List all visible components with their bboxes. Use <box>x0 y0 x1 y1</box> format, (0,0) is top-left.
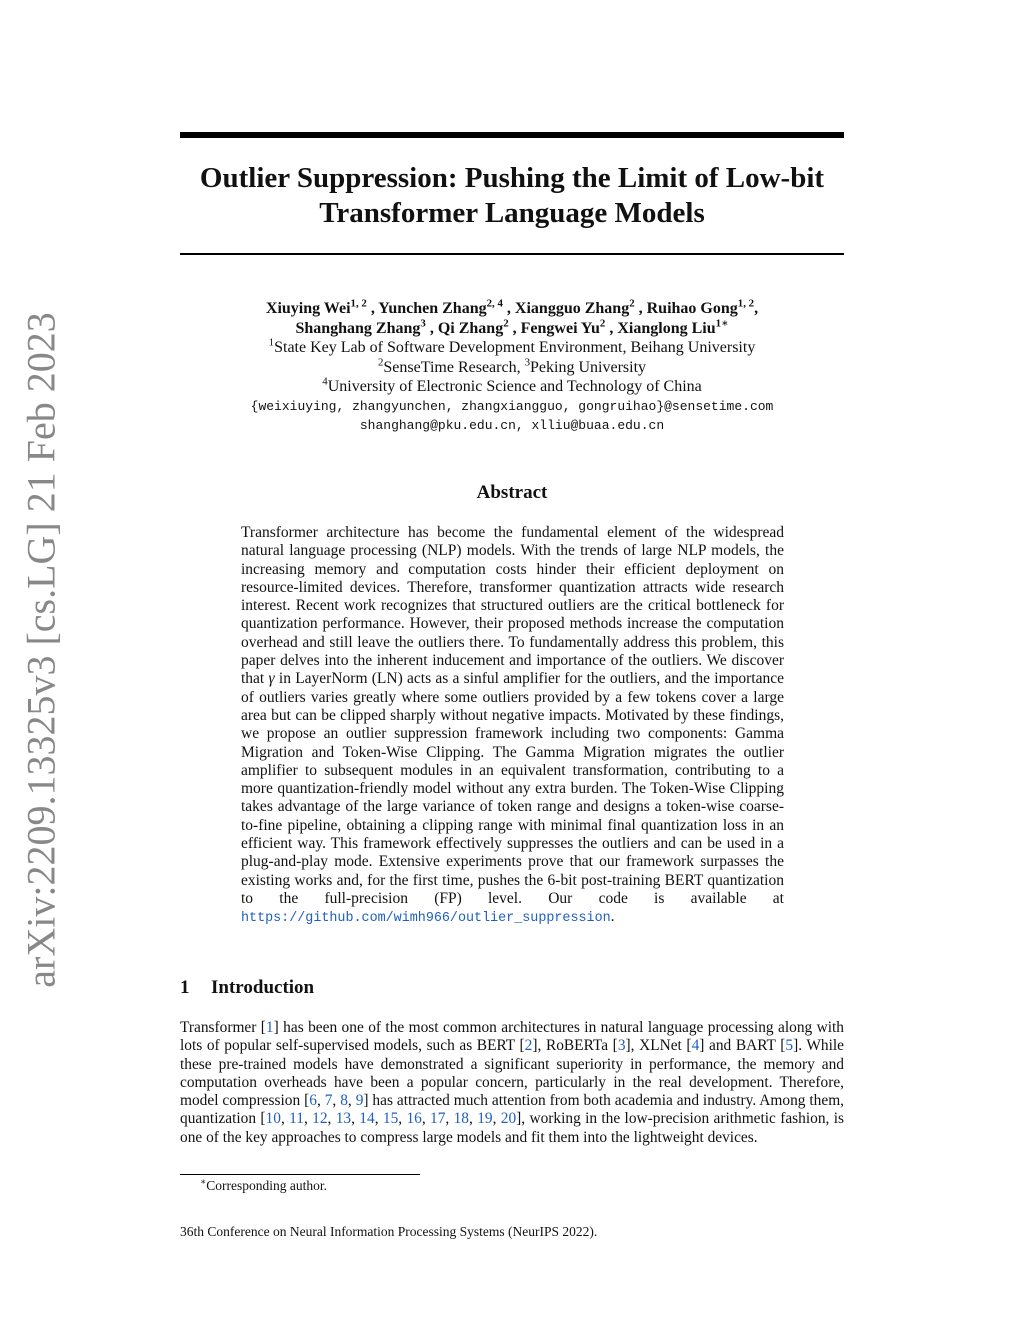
intro-text: ] has attracted much attention from both academia and industry. Among them, quantization [ <box>180 1092 845 1128</box>
author-name: Shanghang Zhang <box>295 319 421 337</box>
affil-text: Peking University <box>530 358 647 376</box>
citation-link[interactable]: 3 <box>617 1037 626 1055</box>
author-name: Xiangguo Zhang <box>514 300 630 317</box>
intro-text: ], RoBERTa [ <box>532 1037 618 1055</box>
intro-text: ], working in the low-precision arithmetic fashion, is one of the key approaches to compress large models and fit them into the lightweight devices. <box>180 1110 844 1146</box>
abstract-text: in LayerNorm (LN) acts as a sinful amplifier for the outliers, and the importance of outliers varies greatly where some outliers provided by a few tokens cover a large area but can be clipped sharply without negative impacts. Motivated by these findings, we propose an outlier suppression framework including two components: Gamma Migration and Token-Wise Clipping. The Gamma Migration migrates the outlier amplifier to subsequent modules in an equivalent transformation, contributing to a more quantization-friendly model without any extra burden. The Token-Wise Clipping takes advantage of the large variance of token range and designs a token-wise coarse-to-fine pipeline, obtaining a clipping range with minimal final quantization loss in an efficient way. This framework effectively suppresses the outliers and can be used in a plug-and-play mode. Extensive experiments prove that our framework surpasses the existing works and, for the first time, pushes the 6-bit post-training BERT quantization to the full-precision (FP) level. Our code is available at <box>241 670 784 907</box>
citation-link[interactable]: 8 <box>340 1092 348 1110</box>
email-line-2: shanghang@pku.edu.cn, xlliu@buaa.edu.cn <box>359 417 665 433</box>
footnote-rule <box>180 1174 420 1175</box>
author-name: Yunchen Zhang <box>378 300 487 317</box>
citation-link[interactable]: 5 <box>785 1037 794 1055</box>
author-name: Xiuying Wei <box>265 300 351 317</box>
affil-text: University of Electronic Science and Technology of China <box>327 378 702 395</box>
citation-link[interactable]: 18 <box>453 1110 469 1128</box>
affil-text: State Key Lab of Software Development Environment, Beihang University <box>274 339 756 356</box>
intro-text: ], XLNet [ <box>625 1037 692 1055</box>
title-line-1: Outlier Suppression: Pushing the Limit of Low-bit <box>199 162 825 194</box>
author-name: Fengwei Yu <box>520 319 600 337</box>
citation-link[interactable]: 4 <box>691 1037 700 1055</box>
citation-link[interactable]: 20 <box>500 1110 517 1128</box>
citation-link[interactable]: 17 <box>430 1110 446 1128</box>
arxiv-stamp <box>6 312 78 988</box>
citation-link[interactable]: 15 <box>382 1110 399 1128</box>
paper-title <box>180 161 844 231</box>
citation-link[interactable]: 7 <box>324 1092 333 1110</box>
citation-link[interactable]: 12 <box>312 1110 328 1128</box>
affil-text: SenseTime Research, <box>383 358 525 376</box>
author-block <box>180 299 844 435</box>
email-line-1: {weixiuying, zhangyunchen, zhangxiangguo, gongruihao}@sensetime.com <box>250 398 774 414</box>
citation-link[interactable]: 11 <box>289 1110 304 1128</box>
author-affil-sup: 1, 2 <box>737 297 755 310</box>
author-affil-number: 1 <box>715 317 722 330</box>
citation-link[interactable]: 13 <box>335 1110 352 1128</box>
citation-link[interactable]: 6 <box>309 1092 317 1110</box>
affil-sup: 2 <box>377 356 384 369</box>
citation-link[interactable]: 19 <box>477 1110 493 1128</box>
intro-text: ] and BART [ <box>699 1037 786 1055</box>
author-affil-sup: 3 <box>420 317 426 330</box>
citation-link[interactable]: 16 <box>406 1110 422 1128</box>
citation-link[interactable]: 14 <box>359 1110 375 1128</box>
corresponding-mark: ∗ <box>721 317 729 330</box>
author-name: Qi Zhang <box>437 319 504 337</box>
gamma-symbol: γ <box>268 670 275 688</box>
author-names-line-1: Xiuying Wei$^{1, 2}$ , Yunchen Zhang$^{2, 4}$ , Xiangguo Zhang$^2$ , Ruihao Gong$^{1, 2}$, <box>265 297 759 317</box>
code-url-link[interactable]: https://github.com/wimh966/outlier_suppression <box>241 911 611 927</box>
affiliation-2-3 <box>180 358 844 378</box>
abstract-body <box>241 524 784 929</box>
author-affil-sup: 2, 4 <box>486 297 503 310</box>
footnote-mark: ∗ <box>200 1176 207 1187</box>
affiliation-1 <box>180 338 844 358</box>
title-line-2: Transformer Language Models <box>319 197 705 229</box>
author-affil-sup <box>716 317 729 329</box>
abstract-heading: Abstract <box>476 482 548 503</box>
title-bottom-rule <box>180 253 844 255</box>
section-number: 1 <box>180 977 190 998</box>
title-top-rule <box>180 132 844 138</box>
abstract-text: Transformer architecture has become the fundamental element of the widespread natural language processing (NLP) models. With the trends of large NLP models, the increasing memory and computation costs hinder their efficient deployment on resource-limited devices. Therefore, transformer quantization attracts wide research interest. Recent work recognizes that structured outliers are the critical bottleneck for quantization performance. However, their proposed methods increase the computation overhead and still leave the outliers there. To fundamentally address this problem, this paper delves into the inherent inducement and importance of the outliers. We discover that <box>241 524 784 688</box>
affiliation-4 <box>180 377 844 397</box>
citation-link[interactable]: 1 <box>265 1019 274 1036</box>
affil-sup: 4 <box>322 375 328 388</box>
introduction-paragraph: Transformer [1] has been one of the most common architectures in natural language processing along with lots of popular self-supervised models, such as BERT [2], RoBERTa [3], XLNet [4] and BART [5]. While these pre-trained models have demonstrated a significant superiority in performance, the memory and computation overheads have been a popular concern, particularly in the real development. Therefore, model compression [6, 7, 8, 9] has attracted much attention from both academia and industry. Among them, quantization [10, 11, 12, 13, 14, 15, 16, 17, 18, 19, 20], working in the low-precision arithmetic fashion, is one of the key approaches to compress large models and fit them into the lightweight devices. <box>180 1019 845 1146</box>
author-name: Xianglong Liu <box>617 319 716 337</box>
author-affil-sup: 2 <box>629 297 635 310</box>
footnote-text: Corresponding author. <box>206 1178 327 1193</box>
intro-text: ]. While these pre-trained models have demonstrated a significant superiority in performance, the memory and computation overheads have been a popular concern, particularly in the real development. Therefore, model compression [ <box>180 1037 845 1110</box>
citation-link[interactable]: 10 <box>265 1110 281 1128</box>
affil-sup: 3 <box>524 356 531 369</box>
citation-link[interactable]: 2 <box>524 1037 533 1055</box>
section-title: Introduction <box>211 977 315 998</box>
affil-sup: 1 <box>268 336 275 349</box>
section-heading-introduction <box>180 977 844 999</box>
arxiv-stamp-text: arXiv:2209.13325v3 [cs.LG] 21 Feb 2023 <box>19 312 64 988</box>
venue-line: 36th Conference on Neural Information Processing Systems (NeurIPS 2022). <box>180 1224 598 1239</box>
author-name: Ruihao Gong <box>646 300 738 317</box>
author-affil-sup: 1, 2 <box>350 297 367 310</box>
intro-text: ] has been one of the most common architectures in natural language processing along with lots of popular self-supervised models, such as BERT [ <box>180 1019 844 1055</box>
intro-text: Transformer [ <box>180 1019 266 1036</box>
author-names-line-2: Shanghang Zhang$^3$ , Qi Zhang$^2$ , Fengwei Yu$^2$ , Xianglong Liu$^{1∗}$ <box>295 317 729 337</box>
citation-link[interactable]: 9 <box>355 1092 364 1110</box>
author-affil-sup: 2 <box>599 317 606 330</box>
author-affil-sup: 2 <box>503 317 509 330</box>
footnote <box>200 1178 840 1194</box>
abstract-end: . <box>610 908 615 926</box>
